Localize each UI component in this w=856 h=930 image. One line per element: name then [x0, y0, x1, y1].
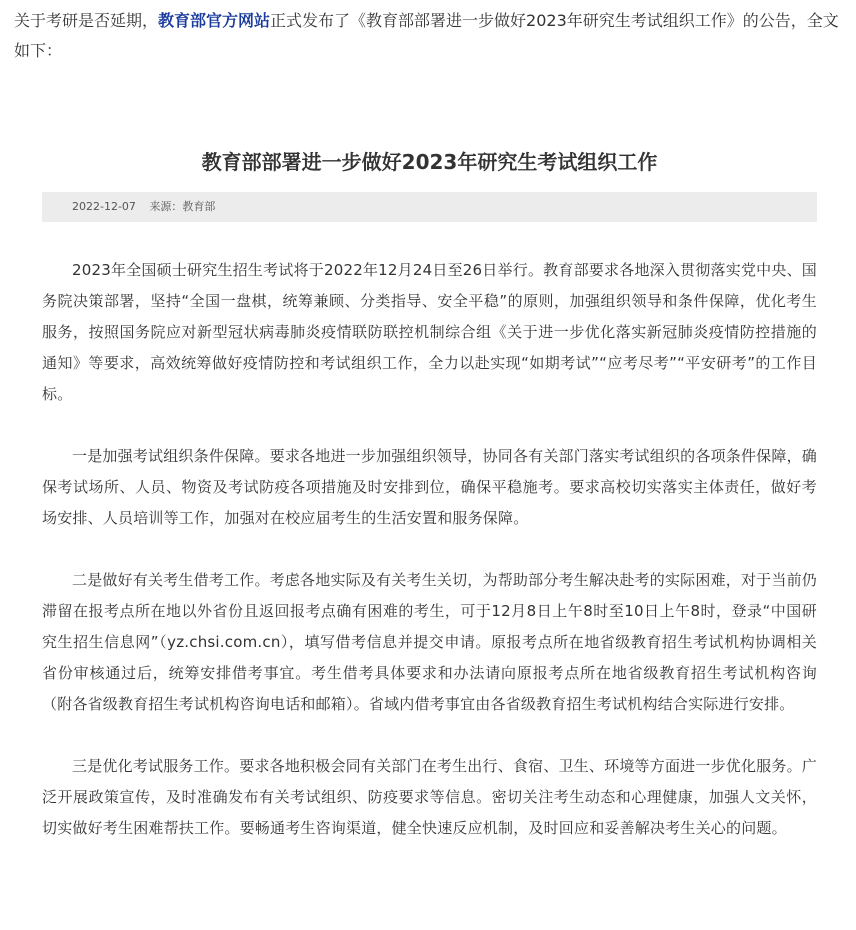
article-paragraph: 2023年全国硕士研究生招生考试将于2022年12月24日至26日举行。教育部要求各地深入贯彻落实党中央、国务院决策部署，坚持“全国一盘棋，统筹兼顾、分类指导、安全平稳”的原则，加强组织领导和条件保障，优化考生服务，按照国务院应对新型冠状病毒肺炎疫情联防联控机制综合组《关于进一步优化落实新冠肺炎疫情防控措施的通知》等要求，高效统筹做好疫情防控和考试组织工作，全力以赴实现“如期考试”“应考尽考”“平安研考”的工作目标。 — [42, 261, 817, 403]
article-date: 2022-12-07 — [72, 200, 136, 213]
article-title: 教育部部署进一步做好2023年研究生考试组织工作 — [201, 150, 658, 174]
article-paragraph: 二是做好有关考生借考工作。考虑各地实际及有关考生关切，为帮助部分考生解决赴考的实际困难，对于当前仍滞留在报考点所在地以外省份且返回报考点确有困难的考生，可于12月8日上午8时至10日上午8时，登录“中国研究生招生信息网”（yz.chsi.com.cn），填写借考信息并提交申请。原报考点所在地省级教育招生考试机构协调相关省份审核通过后，统筹安排借考事宜。考生借考具体要求和办法请向原报考点所在地省级教育招生考试机构咨询（附各省级教育招生考试机构咨询电话和邮箱）。省域内借考事宜由各省级教育招生考试机构结合实际进行安排。 — [42, 571, 817, 713]
article-paragraph: 三是优化考试服务工作。要求各地积极会同有关部门在考生出行、食宿、卫生、环境等方面进一步优化服务。广泛开展政策宣传，及时准确发布有关考试组织、防疫要求等信息。密切关注考生动态和心理健康，加强人文关怀，切实做好考生困难帮扶工作。要畅通考生咨询渠道，健全快速反应机制，及时回应和妥善解决考生关心的问题。 — [42, 757, 817, 837]
ministry-website-link[interactable]: 教育部官方网站 — [158, 11, 271, 30]
intro-prefix: 关于考研是否延期， — [14, 11, 159, 30]
article — [42, 120, 817, 844]
article-paragraph: 一是加强考试组织条件保障。要求各地进一步加强组织领导，协同各有关部门落实考试组织的各项条件保障，确保考试场所、人员、物资及考试防疫各项措施及时安排到位，确保平稳施考。要求高校切实落实主体责任，做好考场安排、人员培训等工作，加强对在校应届考生的生活安置和服务保障。 — [42, 447, 817, 527]
article-meta-bar — [42, 192, 817, 222]
intro-suffix: 正式发布了《教育部部署进一步做好2023年研究生考试组织工作》的公告，全文如下： — [14, 11, 839, 60]
intro-text — [14, 6, 846, 66]
article-source: 来源：教育部 — [149, 200, 216, 213]
